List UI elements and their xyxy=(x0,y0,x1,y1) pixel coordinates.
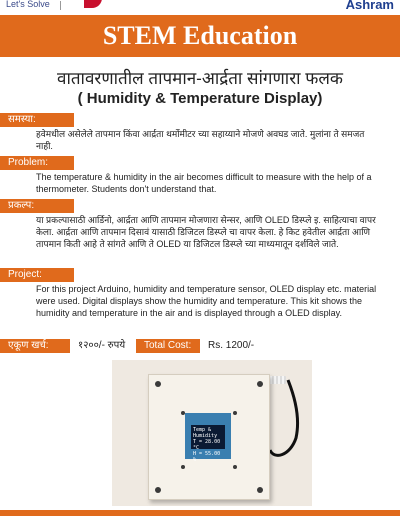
problem-mr-label: समस्या: xyxy=(0,113,74,127)
project-mr-label: प्रकल्प: xyxy=(0,199,74,213)
screw-icon xyxy=(155,487,161,493)
screw-icon xyxy=(257,381,263,387)
problem-en-text: The temperature & humidity in the air becomes difficult to measure with the help of a thermometer. Students don't understand that. xyxy=(36,172,372,194)
project-en-label: Project: xyxy=(0,268,74,282)
project-mr-text: या प्रकल्पासाठी आर्डिनो, आर्द्रता आणि तापमान मोजणारा सेन्सर, आणि OLED डिस्प्ले इ. साहित्याचा वापर केला. आर्द्रता आणि तापमान दिसावं यासाठी डिजिटल डिस्प्ले चा वापर केला. हे किट हवेतील आर्द्रता आणि तापमान किती आहे ते सांगते आणि ते OLED या डिजिटल डिस्प्ले च्या माध्यमातून दर्शविले जाते. xyxy=(36,215,376,249)
problem-mr-text: हवेमधील असेलेले तापमान किंवा आर्द्रता थर्मोमीटर च्या सहाय्याने मोजणे अवघड जाते. मुलांना ते समजत नाही. xyxy=(36,129,365,151)
oled-line-1: Temp & Humidity xyxy=(193,427,218,439)
total-cost-mr-label: एकूण खर्च: xyxy=(0,339,70,353)
screw-icon xyxy=(257,487,263,493)
white-base-board xyxy=(148,374,270,500)
oled-line-2: T = 28.00 °C xyxy=(193,439,221,451)
problem-en-label: Problem: xyxy=(0,156,74,170)
oled-module xyxy=(185,413,231,463)
lets-solve-logo-text: Let's Solve xyxy=(6,0,50,9)
bottom-accent-bar xyxy=(0,510,400,516)
screw-icon xyxy=(155,381,161,387)
logo-divider xyxy=(60,1,61,10)
total-cost-mr-value: १२००/- रुपये xyxy=(78,340,126,351)
title-banner xyxy=(0,15,400,57)
project-en-text: For this project Arduino, humidity and temperature sensor, OLED display etc. material were used. Digital displays show the humidity and temperature. This kit shows the humidity and temperature in the air and is displayed through a OLED display. xyxy=(36,284,377,318)
cost-row xyxy=(0,339,400,353)
screw-icon xyxy=(181,465,185,469)
ashram-logo-text: Ashram xyxy=(345,0,394,12)
english-title: ( Humidity & Temperature Display) xyxy=(77,90,323,107)
top-logo-bar xyxy=(0,0,400,14)
screw-icon xyxy=(233,411,237,415)
marathi-title: वातावरणातील तापमान-आर्द्रता सांगणारा फलक xyxy=(57,69,343,88)
total-cost-en-label: Total Cost: xyxy=(136,339,200,353)
product-photo xyxy=(112,360,312,506)
screw-icon xyxy=(233,465,237,469)
total-cost-en-value: Rs. 1200/- xyxy=(208,340,255,351)
oled-line-3: H = 55.00 % xyxy=(193,451,221,463)
oled-screen xyxy=(191,425,225,463)
banner-title: STEM Education xyxy=(102,21,298,50)
red-logo-mark xyxy=(84,0,102,8)
